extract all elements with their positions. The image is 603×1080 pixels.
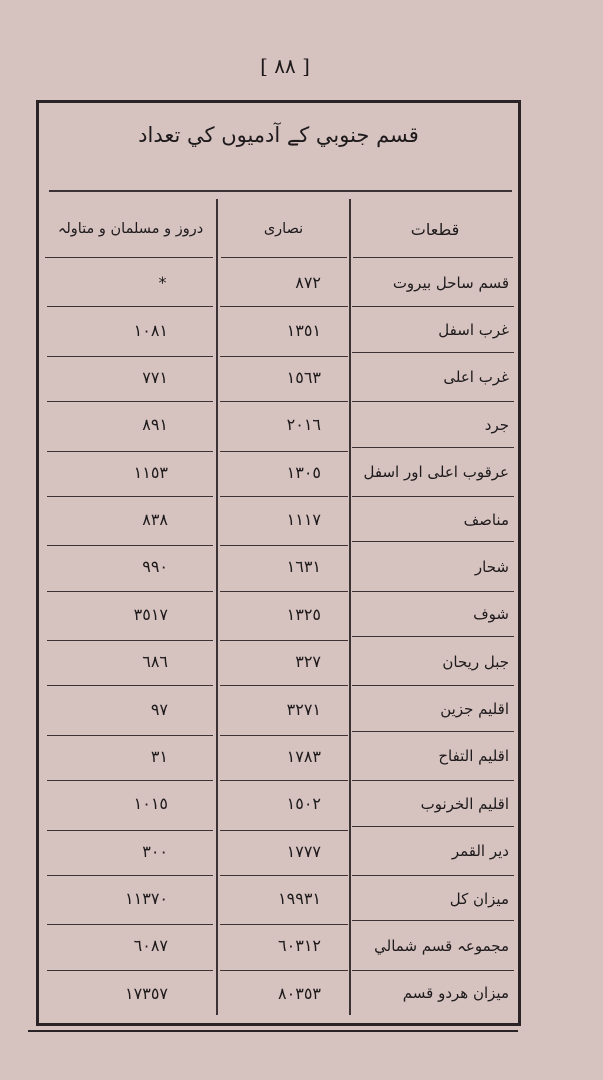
cell-christians: ٨٠٣٥٣ <box>278 983 321 1003</box>
cell-druze-muslim-metawile: ٩٩٠ <box>142 557 168 577</box>
header-christians: نصاری <box>263 221 304 237</box>
row-divider <box>352 352 514 353</box>
cell-druze-muslim-metawile: * <box>158 273 168 293</box>
cell-druze-muslim-metawile: ٩٧ <box>150 699 168 719</box>
cell-druze-muslim-metawile: ١٠٨١ <box>133 320 168 340</box>
cell-druze-muslim-metawile: ٣٥١٧ <box>133 604 168 624</box>
row-divider <box>352 636 514 637</box>
table-header <box>39 199 518 259</box>
cell-druze-muslim-metawile: ١١٣٧٠ <box>125 889 168 909</box>
cell-christians: ١٧٨٣ <box>286 746 321 766</box>
cell-region: اقليم التفاح <box>438 747 509 766</box>
cell-christians: ١٧٧٧ <box>286 841 321 861</box>
table-row <box>39 828 518 875</box>
table-row <box>39 543 518 590</box>
table-title: قسم جنوبي کے آدميوں کي تعداد <box>138 123 419 147</box>
bottom-rule <box>28 1030 518 1032</box>
header-druze-muslim-metawile: دروز و مسلمان و متاولہ <box>57 221 204 237</box>
cell-christians: ١٥٠٢ <box>286 794 321 814</box>
row-divider <box>353 257 513 258</box>
cell-christians: ١٣٠٥ <box>286 462 321 482</box>
table-row <box>39 449 518 496</box>
page-number: [ ٨٨ ] <box>260 54 310 78</box>
cell-druze-muslim-metawile: ٨٩١ <box>142 415 168 435</box>
cell-druze-muslim-metawile: ١١٥٣ <box>133 462 168 482</box>
row-divider <box>352 447 514 448</box>
cell-druze-muslim-metawile: ٦٨٦ <box>142 652 168 672</box>
cell-christians: ٦٠٣١٢ <box>278 936 321 956</box>
table-row <box>39 638 518 685</box>
cell-druze-muslim-metawile: ٣٠٠ <box>142 841 168 861</box>
cell-christians: ١٣٥١ <box>286 320 321 340</box>
cell-region: جرد <box>484 415 509 434</box>
table-row <box>39 306 518 353</box>
row-divider <box>45 257 213 258</box>
cell-druze-muslim-metawile: ٧٧١ <box>142 367 168 387</box>
table-row <box>39 259 518 306</box>
table-row <box>39 970 518 1017</box>
row-divider <box>352 920 514 921</box>
cell-christians: ١٩٩٣١ <box>278 889 321 909</box>
cell-region: مناصف <box>463 510 509 529</box>
cell-christians: ٢٠١٦ <box>286 415 321 435</box>
title-divider <box>49 190 512 192</box>
row-divider <box>352 826 514 827</box>
cell-region: عرقوب اعلى اور اسفل <box>363 463 509 482</box>
table-row <box>39 685 518 732</box>
table-row <box>39 733 518 780</box>
cell-christians: ٨٧٢ <box>295 273 321 293</box>
cell-christians: ١٣٢٥ <box>286 604 321 624</box>
cell-region: غرب اعلى <box>443 368 509 387</box>
table-frame <box>36 100 521 1026</box>
cell-druze-muslim-metawile: ٣١ <box>150 746 168 766</box>
cell-region: مجموعہ قسم شمالي <box>374 936 509 955</box>
cell-region: اقليم جزين <box>440 700 509 719</box>
row-divider <box>352 541 514 542</box>
cell-druze-muslim-metawile: ٨٣٨ <box>142 510 168 530</box>
cell-region: شحار <box>474 557 509 576</box>
row-divider <box>352 731 514 732</box>
cell-druze-muslim-metawile: ١٠١٥ <box>133 794 168 814</box>
table-row <box>39 922 518 969</box>
table-row <box>39 401 518 448</box>
table-row <box>39 354 518 401</box>
cell-christians: ٣٢٧١ <box>286 699 321 719</box>
row-divider <box>221 257 347 258</box>
cell-region: قسم ساحل بيروت <box>392 273 509 292</box>
cell-christians: ١٥٦٣ <box>286 367 321 387</box>
cell-region: شوف <box>473 605 509 624</box>
table-row <box>39 875 518 922</box>
table-row <box>39 780 518 827</box>
cell-region: دير القمر <box>451 842 509 861</box>
header-regions: قطعات <box>410 219 460 239</box>
cell-region: ميزان كل <box>449 889 509 908</box>
cell-druze-muslim-metawile: ١٧٣٥٧ <box>125 983 168 1003</box>
cell-region: اقليم الخرنوب <box>420 794 509 813</box>
cell-christians: ٣٢٧ <box>295 652 321 672</box>
table-row <box>39 591 518 638</box>
cell-region: غرب اسفل <box>438 321 509 340</box>
cell-druze-muslim-metawile: ٦٠٨٧ <box>133 936 168 956</box>
cell-christians: ١٦٣١ <box>286 557 321 577</box>
cell-region: جبل ريحان <box>442 652 509 671</box>
table-row <box>39 496 518 543</box>
cell-region: ميزان هردو قسم <box>402 984 509 1003</box>
cell-christians: ١١١٧ <box>286 510 321 530</box>
